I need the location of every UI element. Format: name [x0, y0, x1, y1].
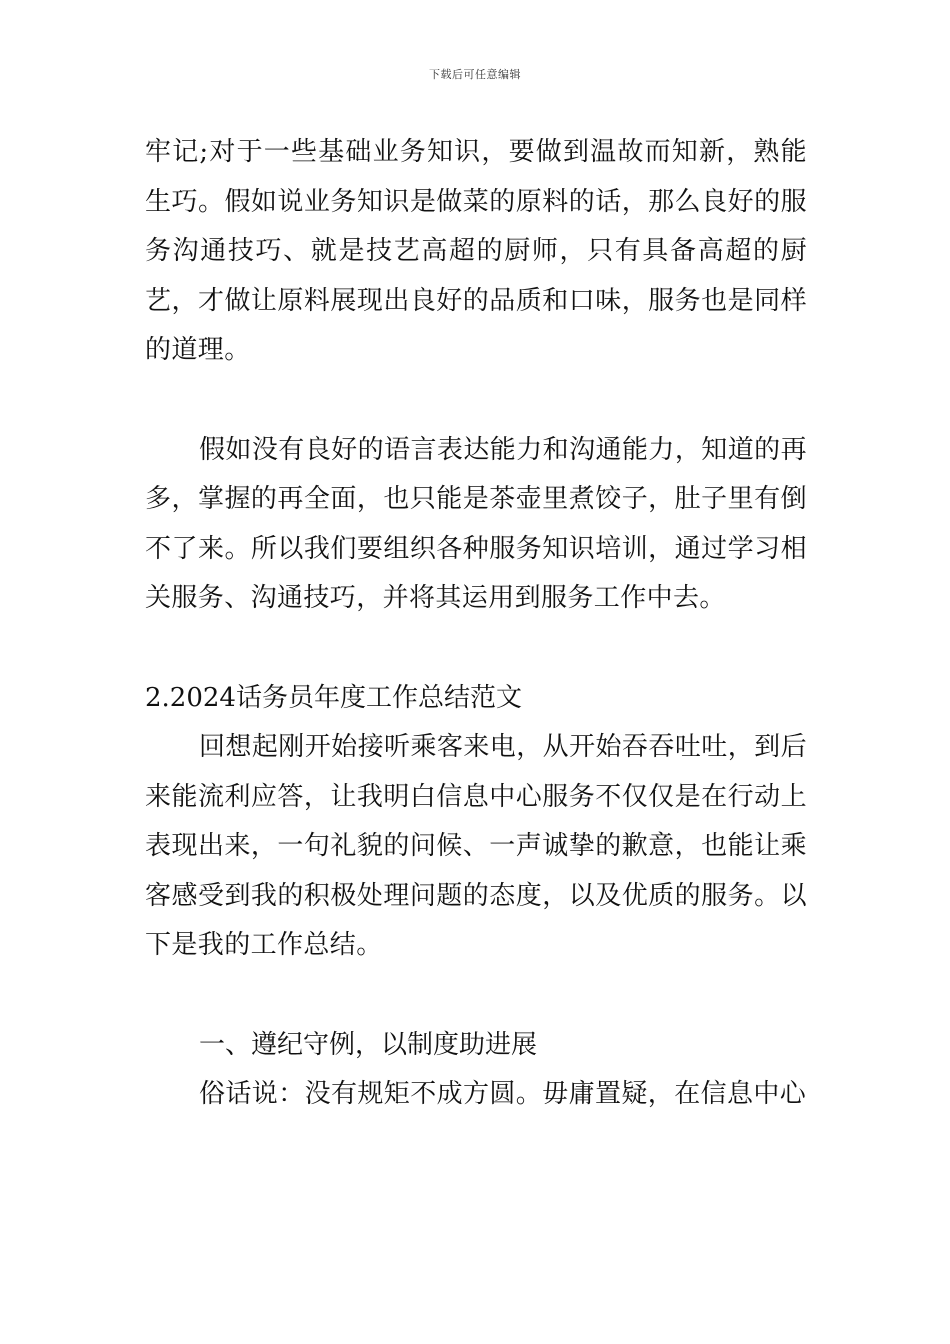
body-paragraph: 假如没有良好的语言表达能力和沟通能力，知道的再多，掌握的再全面，也只能是茶壶里煮饺子，肚子里有倒不了来。所以我们要组织各种服务知识培训，通过学习相关服务、沟通技巧，并将其运用到服务工作中去。	[145, 434, 807, 613]
body-paragraph: 牢记;对于一些基础业务知识，要做到温故而知新，熟能生巧。假如说业务知识是做菜的原料的话，那么良好的服务沟通技巧、就是技艺高超的厨师，只有具备高超的厨艺，才做让原料展现出良好的品质和口味，服务也是同样的道理。	[145, 137, 807, 365]
section-title: 2.2024话务员年度工作总结范文	[145, 682, 522, 713]
body-paragraph: 俗话说：没有规矩不成方圆。毋庸置疑，在信息中心	[199, 1079, 807, 1109]
subheading: 一、遵纪守例，以制度助进展	[199, 1029, 538, 1060]
body-paragraph: 回想起刚开始接听乘客来电，从开始吞吞吐吐，到后来能流利应答，让我明白信息中心服务不仅仅是在行动上表现出来，一句礼貌的问候、一声诚挚的歉意，也能让乘客感受到我的积极处理问题的态度，以及优质的服务。以下是我的工作总结。	[145, 732, 807, 960]
document-body	[145, 128, 807, 1120]
page-header: 下载后可任意编辑	[429, 68, 521, 81]
